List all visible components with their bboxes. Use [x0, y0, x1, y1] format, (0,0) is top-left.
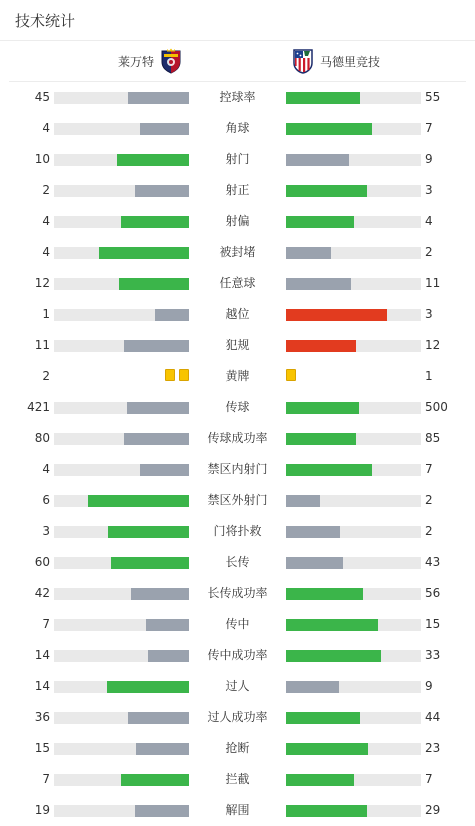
stat-row: [0, 516, 475, 547]
away-value: 56: [425, 586, 441, 600]
away-value: 2: [425, 524, 433, 538]
away-value: 43: [425, 555, 441, 569]
yellow-card-icon: [165, 369, 175, 381]
away-bar-track: [286, 805, 421, 817]
away-value: 2: [425, 493, 433, 507]
stat-row: [0, 361, 475, 392]
stat-label: 任意球: [219, 276, 256, 290]
stat-row: [0, 237, 475, 268]
away-bar-track: [286, 433, 421, 445]
away-bar: [286, 123, 372, 135]
away-bar: [286, 619, 378, 631]
home-bar-track: [54, 185, 189, 197]
home-value: 4: [42, 121, 50, 135]
away-value: 11: [425, 276, 441, 290]
home-bar: [99, 247, 189, 259]
away-bar-track: [286, 278, 421, 290]
home-bar-track: [54, 309, 189, 321]
stat-label: 传中: [225, 617, 250, 631]
away-value: 44: [425, 710, 441, 724]
away-value: 7: [425, 772, 433, 786]
home-bar: [111, 557, 189, 569]
home-bar-track: [54, 216, 189, 228]
stat-row: [0, 330, 475, 361]
stat-label: 控球率: [219, 90, 256, 104]
away-bar-track: [286, 743, 421, 755]
stat-row: [0, 578, 475, 609]
home-value: 4: [42, 462, 50, 476]
home-bar-track: [54, 557, 189, 569]
home-value: 6: [42, 493, 50, 507]
away-bar: [286, 464, 372, 476]
away-bar: [286, 743, 368, 755]
home-value: 2: [42, 183, 50, 197]
stats-title-bar: [0, 0, 475, 41]
stat-label: 长传成功率: [207, 586, 268, 600]
stat-row: [0, 144, 475, 175]
home-value: 7: [42, 772, 50, 786]
away-bar: [286, 92, 360, 104]
away-bar-track: [286, 216, 421, 228]
away-value: 7: [425, 462, 433, 476]
away-bar: [286, 774, 354, 786]
home-bar: [131, 588, 189, 600]
home-bar-track: [54, 340, 189, 352]
home-team-name: 莱万特: [117, 54, 154, 69]
home-bar: [119, 278, 189, 290]
away-bar-track: [286, 185, 421, 197]
away-value: 3: [425, 183, 433, 197]
home-bar: [121, 774, 189, 786]
home-value: 2: [42, 369, 50, 383]
away-bar-track: [286, 247, 421, 259]
stat-row: [0, 454, 475, 485]
home-bar: [124, 433, 189, 445]
stat-row: [0, 113, 475, 144]
away-value: 4: [425, 214, 433, 228]
away-bar: [286, 495, 320, 507]
page-title: 技术统计: [15, 12, 76, 30]
stat-row: [0, 392, 475, 423]
away-bar-track: [286, 557, 421, 569]
home-bar: [128, 712, 189, 724]
home-bar: [140, 464, 189, 476]
home-value: 60: [34, 555, 50, 569]
away-value: 7: [425, 121, 433, 135]
away-bar: [286, 247, 331, 259]
home-bar-track: [54, 681, 189, 693]
away-bar-track: [286, 340, 421, 352]
away-bar: [286, 402, 359, 414]
home-value: 3: [42, 524, 50, 538]
away-value: 55: [425, 90, 441, 104]
stat-label: 禁区外射门: [207, 493, 268, 507]
stat-label: 拦截: [225, 772, 250, 786]
stat-label: 犯规: [225, 338, 250, 352]
away-value: 29: [425, 803, 441, 817]
away-bar: [286, 433, 356, 445]
away-bar-track: [286, 526, 421, 538]
away-bar: [286, 309, 387, 321]
away-value: 12: [425, 338, 441, 352]
away-bar: [286, 650, 381, 662]
away-value: 1: [425, 369, 433, 383]
home-bar-track: [54, 588, 189, 600]
away-bar-track: [286, 123, 421, 135]
stat-label: 射正: [225, 183, 250, 197]
away-bar-track: [286, 712, 421, 724]
yellow-card-icon: [286, 369, 296, 381]
home-value: 19: [34, 803, 50, 817]
stat-row: [0, 733, 475, 764]
home-bar-track: [54, 805, 189, 817]
teams-header: [9, 41, 466, 82]
away-bar: [286, 185, 367, 197]
atletico-madrid-crest-icon: [292, 48, 314, 74]
home-bar-track: [54, 464, 189, 476]
home-bar: [108, 526, 189, 538]
stat-row: [0, 175, 475, 206]
home-value: 12: [34, 276, 50, 290]
home-bar-track: [54, 619, 189, 631]
home-value: 4: [42, 214, 50, 228]
away-bar-track: [286, 92, 421, 104]
away-bar: [286, 216, 354, 228]
home-value: 42: [34, 586, 50, 600]
stat-label: 过人成功率: [207, 710, 268, 724]
away-value: 2: [425, 245, 433, 259]
stat-row: [0, 640, 475, 671]
away-bar: [286, 681, 339, 693]
stat-label: 解围: [225, 803, 250, 817]
stat-row: [0, 485, 475, 516]
home-bar-track: [54, 650, 189, 662]
home-value: 11: [34, 338, 50, 352]
away-bar-track: [286, 464, 421, 476]
away-value: 15: [425, 617, 441, 631]
home-bar-track: [54, 92, 189, 104]
away-value: 3: [425, 307, 433, 321]
stat-row: [0, 268, 475, 299]
home-value: 80: [34, 431, 50, 445]
stats-list: [0, 82, 475, 826]
home-bar-track: [54, 526, 189, 538]
away-value: 23: [425, 741, 441, 755]
stat-row: [0, 547, 475, 578]
home-team: [118, 48, 182, 74]
away-bar: [286, 526, 340, 538]
home-bar: [155, 309, 189, 321]
away-value: 85: [425, 431, 441, 445]
away-bar-track: [286, 774, 421, 786]
home-value: 14: [34, 648, 50, 662]
away-bar: [286, 557, 343, 569]
away-bar: [286, 712, 360, 724]
home-value: 15: [34, 741, 50, 755]
stat-label: 传球: [225, 400, 250, 414]
home-bar: [135, 805, 189, 817]
stat-label: 黄牌: [225, 369, 250, 383]
away-bar-track: [286, 309, 421, 321]
away-yellow-cards: [286, 369, 296, 383]
home-bar-track: [54, 743, 189, 755]
home-bar-track: [54, 154, 189, 166]
home-bar: [88, 495, 189, 507]
away-bar-track: [286, 588, 421, 600]
home-value: 1: [42, 307, 50, 321]
home-bar-track: [54, 278, 189, 290]
home-bar-track: [54, 774, 189, 786]
stat-row: [0, 702, 475, 733]
stat-label: 传球成功率: [207, 431, 268, 445]
stat-row: [0, 206, 475, 237]
home-value: 36: [34, 710, 50, 724]
home-value: 7: [42, 617, 50, 631]
stat-label: 越位: [225, 307, 250, 321]
home-bar-track: [54, 712, 189, 724]
home-bar: [124, 340, 189, 352]
home-bar: [121, 216, 189, 228]
stat-label: 抢断: [225, 741, 250, 755]
home-bar-track: [54, 123, 189, 135]
away-bar: [286, 154, 349, 166]
home-value: 45: [34, 90, 50, 104]
away-bar: [286, 805, 367, 817]
home-value: 421: [27, 400, 50, 414]
away-value: 33: [425, 648, 441, 662]
stat-label: 射门: [225, 152, 250, 166]
away-value: 9: [425, 679, 433, 693]
stat-label: 禁区内射门: [207, 462, 268, 476]
stat-label: 被封堵: [219, 245, 256, 259]
home-bar: [128, 92, 189, 104]
home-value: 4: [42, 245, 50, 259]
away-bar: [286, 340, 356, 352]
home-bar-track: [54, 433, 189, 445]
away-bar-track: [286, 154, 421, 166]
home-yellow-cards: [165, 369, 189, 383]
away-bar-track: [286, 681, 421, 693]
away-bar-track: [286, 495, 421, 507]
stat-label: 射偏: [225, 214, 250, 228]
home-bar-track: [54, 247, 189, 259]
away-bar-track: [286, 619, 421, 631]
away-bar-track: [286, 650, 421, 662]
stat-label: 角球: [225, 121, 250, 135]
home-value: 10: [34, 152, 50, 166]
home-bar-track: [54, 495, 189, 507]
stat-label: 过人: [225, 679, 250, 693]
stat-label: 长传: [225, 555, 250, 569]
away-team: [292, 48, 380, 74]
away-bar: [286, 588, 363, 600]
away-bar: [286, 278, 351, 290]
away-value: 500: [425, 400, 448, 414]
stat-row: [0, 423, 475, 454]
home-bar: [140, 123, 189, 135]
levante-crest-icon: [160, 48, 182, 74]
stat-row: [0, 671, 475, 702]
away-bar-track: [286, 402, 421, 414]
stat-label: 门将扑救: [213, 524, 262, 538]
yellow-card-icon: [179, 369, 189, 381]
home-bar: [136, 743, 189, 755]
home-bar: [146, 619, 189, 631]
stat-row: [0, 795, 475, 826]
home-bar-track: [54, 402, 189, 414]
stat-row: [0, 299, 475, 330]
stat-row: [0, 764, 475, 795]
home-bar: [117, 154, 189, 166]
home-bar: [135, 185, 189, 197]
stat-label: 传中成功率: [207, 648, 268, 662]
home-bar: [127, 402, 189, 414]
stat-row: [0, 82, 475, 113]
stat-row: [0, 609, 475, 640]
away-value: 9: [425, 152, 433, 166]
home-bar: [148, 650, 189, 662]
home-value: 14: [34, 679, 50, 693]
home-bar: [107, 681, 189, 693]
away-team-name: 马德里竞技: [320, 54, 381, 69]
